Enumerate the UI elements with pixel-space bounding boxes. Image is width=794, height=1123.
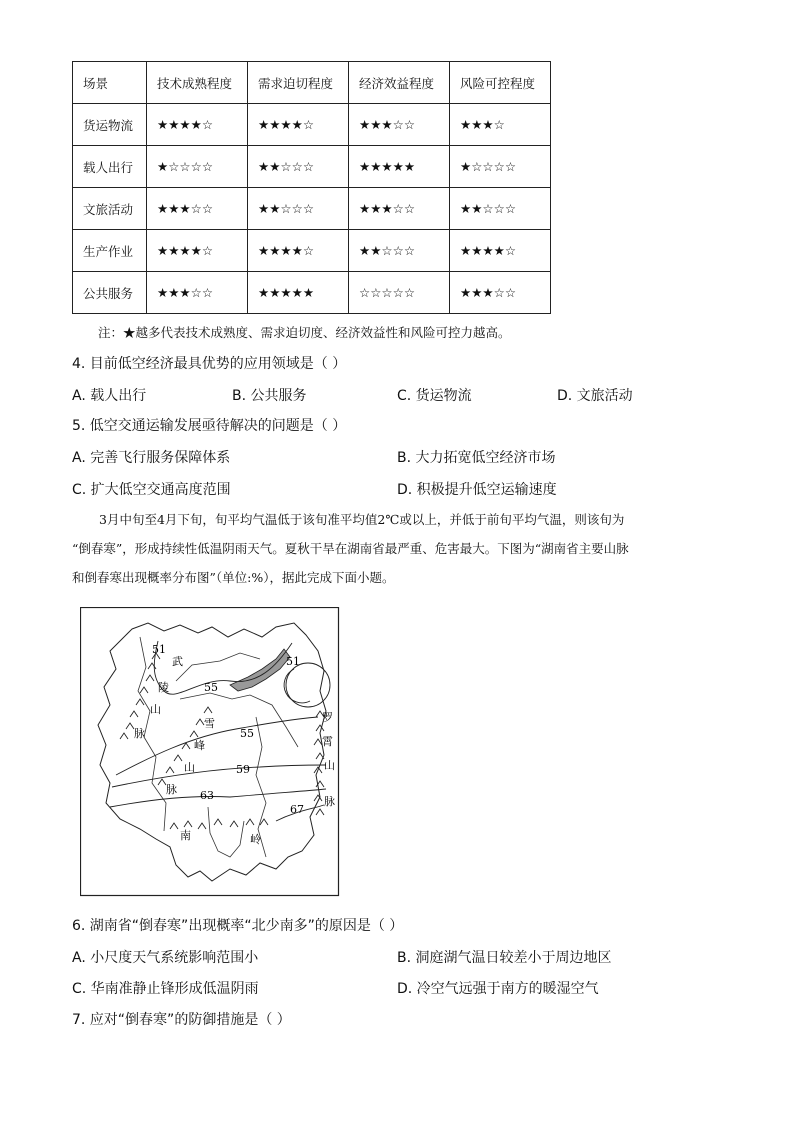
rating-cell: ★★★☆☆ [349, 104, 450, 146]
scene-cell: 文旅活动 [73, 188, 147, 230]
rating-cell: ★★★☆☆ [147, 272, 248, 314]
table-row [73, 272, 551, 314]
hunan-map [80, 607, 340, 897]
mountain-label-wuling: 武 [172, 655, 183, 668]
rating-cell: ★★★★★ [248, 272, 349, 314]
header-cell: 风险可控程度 [450, 62, 551, 104]
isoline-label: 67 [290, 803, 304, 816]
q4-option-a[interactable]: A. 载人出行 [72, 388, 147, 404]
rating-cell: ★★★☆☆ [349, 188, 450, 230]
rating-cell: ★★☆☆☆ [248, 188, 349, 230]
passage-line: 3月中旬至4月下旬，旬平均气温低于该旬准平均值2℃或以上，并低于前旬平均气温，则该旬为 [99, 512, 625, 527]
rating-cell: ★★★★☆ [450, 230, 551, 272]
mountain-label-luoxiao: 脉 [324, 795, 335, 808]
rating-cell: ★★☆☆☆ [349, 230, 450, 272]
mountain-label-luoxiao: 山 [324, 759, 335, 772]
rating-cell: ★★★☆☆ [147, 188, 248, 230]
q4-option-d[interactable]: D. 文旅活动 [557, 388, 633, 404]
table-note: 注：★越多代表技术成熟度、需求迫切度、经济效益性和风险可控力越高。 [98, 325, 511, 340]
scene-cell: 载人出行 [73, 146, 147, 188]
header-cell: 经济效益程度 [349, 62, 450, 104]
rating-cell: ★☆☆☆☆ [450, 146, 551, 188]
evaluation-table [72, 61, 551, 314]
header-cell: 场景 [73, 62, 147, 104]
q5-stem: 5. 低空交通运输发展亟待解决的问题是（ ） [72, 418, 347, 434]
isoline-label: 51 [152, 643, 166, 656]
mountain-label-nanling: 南 [180, 829, 191, 842]
rating-cell: ★★★★☆ [248, 104, 349, 146]
passage [72, 505, 722, 592]
table-row [73, 188, 551, 230]
table-header-row [73, 62, 551, 104]
isoline-label: 55 [204, 681, 218, 694]
rating-cell: ★★☆☆☆ [248, 146, 349, 188]
isoline-label: 55 [240, 727, 254, 740]
passage-line: “倒春寒”，形成持续性低温阴雨天气。夏秋干旱在湖南省最严重、危害最大。下图为“湖南省主要山脉 [72, 541, 629, 556]
scene-cell: 生产作业 [73, 230, 147, 272]
q4-option-c[interactable]: C. 货运物流 [397, 388, 472, 404]
rating-cell: ★★★★★ [349, 146, 450, 188]
rating-cell: ★★★☆☆ [450, 272, 551, 314]
q6-option-b[interactable]: B. 洞庭湖气温日较差小于周边地区 [397, 950, 612, 966]
mountain-label-xuefeng: 峰 [194, 739, 205, 752]
q6-option-d[interactable]: D. 冷空气远强于南方的暖湿空气 [397, 981, 599, 997]
mountain-label-xuefeng: 脉 [166, 783, 177, 796]
isoline-label: 59 [236, 763, 250, 776]
q5-option-c[interactable]: C. 扩大低空交通高度范围 [72, 482, 231, 498]
q4-stem: 4. 目前低空经济最具优势的应用领域是（ ） [72, 356, 347, 372]
table-row [73, 230, 551, 272]
rating-cell: ☆☆☆☆☆ [349, 272, 450, 314]
q5-option-d[interactable]: D. 积极提升低空运输速度 [397, 482, 557, 498]
q6-option-a[interactable]: A. 小尺度天气系统影响范围小 [72, 950, 259, 966]
q6-stem: 6. 湖南省“倒春寒”出现概率“北少南多”的原因是（ ） [72, 918, 404, 934]
mountain-label-wuling: 陵 [158, 681, 169, 694]
table-row [73, 146, 551, 188]
mountain-label-wuling: 山 [150, 703, 161, 716]
q4-option-b[interactable]: B. 公共服务 [232, 388, 307, 404]
rating-cell: ★★★★☆ [147, 230, 248, 272]
mountain-label-luoxiao: 霄 [322, 735, 333, 748]
mountain-label-xuefeng: 山 [184, 761, 195, 774]
rating-cell: ★☆☆☆☆ [147, 146, 248, 188]
scene-cell: 货运物流 [73, 104, 147, 146]
passage-line: 和倒春寒出现概率分布图”（单位:%），据此完成下面小题。 [72, 570, 395, 585]
q6-option-c[interactable]: C. 华南准静止锋形成低温阴雨 [72, 981, 259, 997]
mountain-label-xuefeng: 雪 [204, 717, 215, 730]
header-cell: 需求迫切程度 [248, 62, 349, 104]
scene-cell: 公共服务 [73, 272, 147, 314]
q5-option-b[interactable]: B. 大力拓宽低空经济市场 [397, 450, 556, 466]
mountain-label-nanling: 岭 [250, 833, 261, 846]
header-cell: 技术成熟程度 [147, 62, 248, 104]
rating-cell: ★★★★☆ [248, 230, 349, 272]
mountain-label-wuling: 脉 [134, 727, 145, 740]
rating-cell: ★★★☆ [450, 104, 551, 146]
table-row [73, 104, 551, 146]
isoline-label: 51 [286, 655, 300, 668]
isoline-label: 63 [200, 789, 214, 802]
q5-option-a[interactable]: A. 完善飞行服务保障体系 [72, 450, 231, 466]
mountain-label-luoxiao: 罗 [322, 711, 333, 724]
rating-cell: ★★★★☆ [147, 104, 248, 146]
q7-stem: 7. 应对“倒春寒”的防御措施是（ ） [72, 1012, 291, 1028]
rating-cell: ★★☆☆☆ [450, 188, 551, 230]
